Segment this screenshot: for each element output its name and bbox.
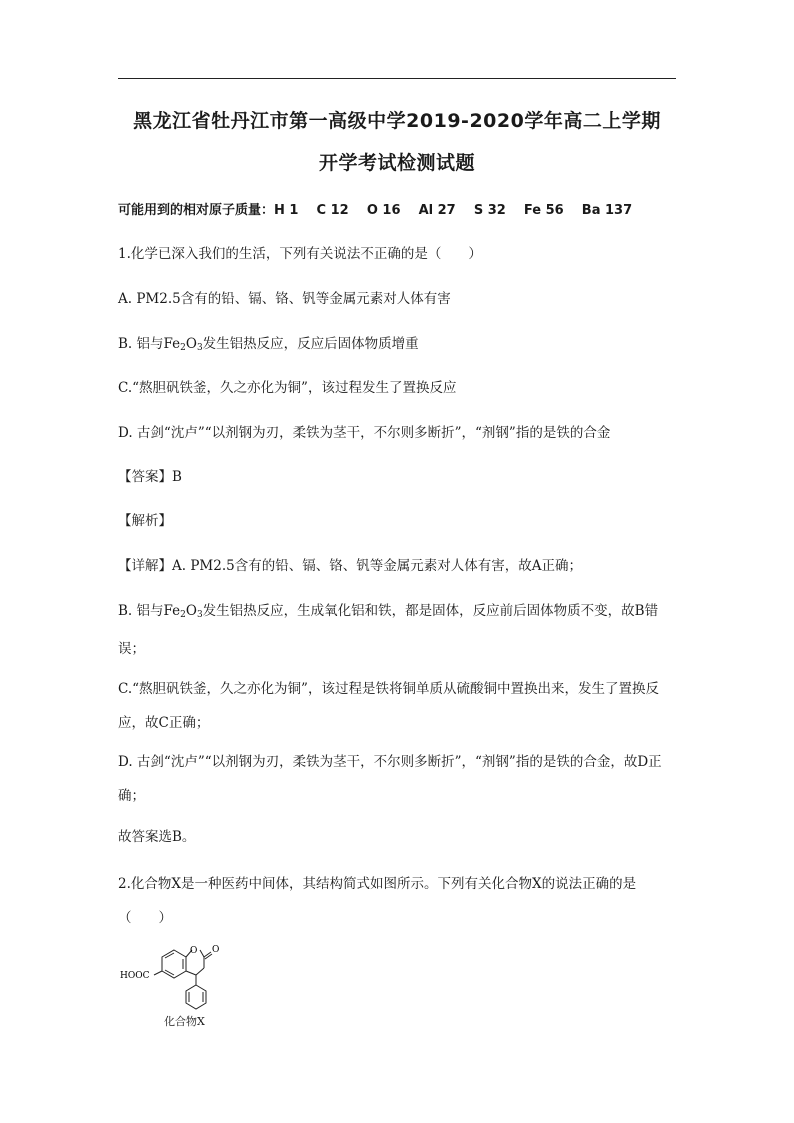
- hooc-label: HOOC: [120, 971, 150, 981]
- carbonyl-oxygen-label: O: [212, 945, 220, 955]
- q1-detail-c: C.“熬胆矾铁釜，久之亦化为铜”，该过程是铁将铜单质从硫酸铜中置换出来，发生了置换反应，故C正确；: [118, 681, 659, 731]
- q1-conclusion: 故答案选B。: [118, 829, 196, 845]
- page-title-line2: 开学考试检测试题: [318, 152, 475, 174]
- compound-x-caption: 化合物X: [164, 1015, 205, 1028]
- q1-option-a: A. PM2.5含有的铅、镉、铬、钒等金属元素对人体有害: [118, 291, 451, 307]
- benzene-ring-1: [162, 950, 186, 978]
- header-rule: [118, 78, 676, 79]
- page-title-line1: 黑龙江省牡丹江市第一高级中学2019-2020学年高二上学期: [133, 110, 661, 132]
- q1-option-c: C.“熬胆矾铁釜，久之亦化为铜”，该过程发生了置换反应: [118, 380, 457, 396]
- q1-option-d: D. 古剑“沈卢”“以剂钢为刃，柔铁为茎干，不尔则多断折”，“剂钢”指的是铁的合金: [118, 425, 611, 441]
- q2-stem: 2.化合物X是一种医药中间体，其结构简式如图所示。下列有关化合物X的说法正确的是（ ）: [118, 876, 637, 926]
- q1-detail-b: B. 铝与$Fe_2O_3$发生铝热反应，生成氧化铝和铁，都是固体，反应前后固体物质不变，故B错误；: [118, 603, 659, 657]
- q1-detail-a: 【详解】A. PM2.5含有的铅、镉、铬、钒等金属元素对人体有害，故A正确；: [118, 558, 582, 574]
- atomic-masses: 可能用到的相对原子质量：H 1 C 12 O 16 Al 27 S 32 Fe 56 Ba 137: [118, 203, 633, 218]
- q1-answer: 【答案】B: [118, 469, 182, 485]
- q1-option-b: B. 铝与$Fe_2O_3$发生铝热反应，反应后固体物质增重: [118, 336, 419, 353]
- q1-stem: 1.化学已深入我们的生活，下列有关说法不正确的是（ ）: [118, 246, 482, 262]
- ring-oxygen-label: O: [190, 946, 198, 956]
- q1-detail-d: D. 古剑“沈卢”“以剂钢为刃，柔铁为茎干，不尔则多断折”，“剂钢”指的是铁的合金，故D正确；: [118, 754, 662, 804]
- q1-analysis-heading: 【解析】: [118, 513, 172, 529]
